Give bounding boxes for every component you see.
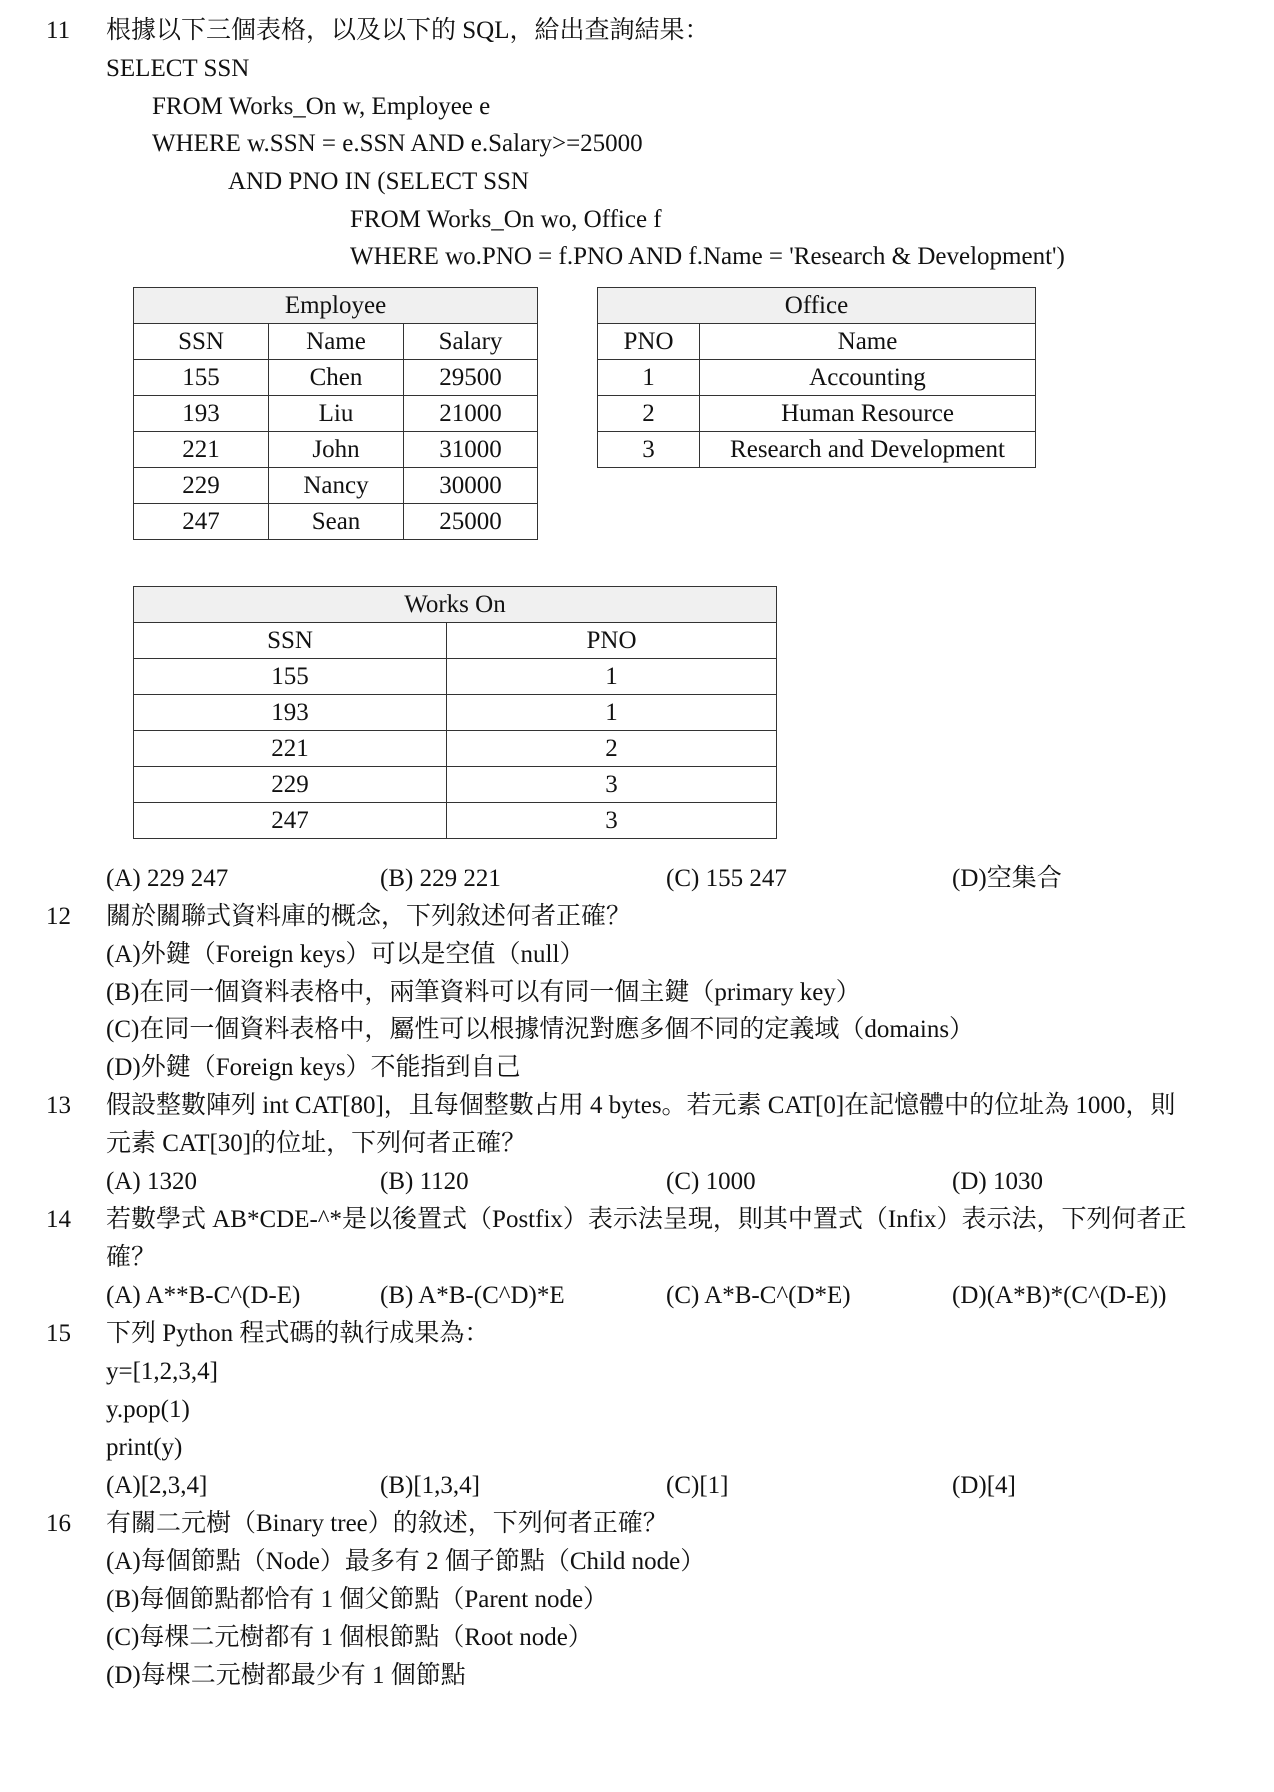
- table-row: [134, 468, 538, 504]
- code-line: print(y): [106, 1434, 183, 1461]
- code-line: y.pop(1): [106, 1396, 190, 1423]
- table-row: [598, 432, 1036, 468]
- option-c: (C)在同一個資料表格中，屬性可以根據情況對應多個不同的定義域（domains）: [106, 1016, 975, 1043]
- question-number: 11: [46, 17, 71, 44]
- table-row: [134, 803, 777, 839]
- option-b: (B)在同一個資料表格中，兩筆資料可以有同一個主鍵（primary key）: [106, 979, 861, 1006]
- option-a: (A) 229 247: [106, 865, 229, 892]
- table-row: [598, 396, 1036, 432]
- question-number: 12: [46, 903, 71, 930]
- table-cell: Sean: [269, 504, 404, 540]
- table-cell: 3: [447, 803, 777, 839]
- option-c: (C) A*B-C^(D*E): [666, 1282, 851, 1309]
- question-prompt: 有關二元樹（Binary tree）的敘述，下列何者正確？: [106, 1510, 668, 1537]
- table-cell: 21000: [404, 396, 538, 432]
- table-cell: 155: [134, 360, 269, 396]
- table-cell: Liu: [269, 396, 404, 432]
- sql-line: FROM Works_On wo, Office f: [350, 206, 662, 233]
- option-b: (B) 229 221: [380, 865, 501, 892]
- table-cell: 31000: [404, 432, 538, 468]
- table-cell: 247: [134, 504, 269, 540]
- option-b: (B)每個節點都恰有 1 個父節點（Parent node）: [106, 1586, 609, 1613]
- table-row: [134, 432, 538, 468]
- question-prompt: 下列 Python 程式碼的執行成果為：: [106, 1320, 490, 1347]
- table-cell: Nancy: [269, 468, 404, 504]
- table-cell: 1: [447, 659, 777, 695]
- option-c: (C) 155 247: [666, 865, 787, 892]
- table-cell: Chen: [269, 360, 404, 396]
- sql-line: FROM Works_On w, Employee e: [152, 93, 491, 120]
- table-cell: 193: [134, 396, 269, 432]
- works-on-table: [133, 586, 777, 839]
- column-header: PNO: [447, 623, 777, 659]
- table-caption: Employee: [134, 288, 538, 324]
- table-row: [134, 695, 777, 731]
- table-cell: 2: [598, 396, 700, 432]
- table-cell: 2: [447, 731, 777, 767]
- option-a: (A) 1320: [106, 1168, 197, 1195]
- office-table: [597, 287, 1036, 468]
- option-d: (D)空集合: [952, 865, 1062, 892]
- question-prompt: 假設整數陣列 int CAT[80]，且每個整數占用 4 bytes。若元素 CAT[0]在記憶體中的位址為 1000，則: [106, 1092, 1176, 1119]
- question-number: 16: [46, 1510, 71, 1537]
- option-c: (C) 1000: [666, 1168, 756, 1195]
- question-number: 13: [46, 1092, 71, 1119]
- table-row: [134, 396, 538, 432]
- sql-line: AND PNO IN (SELECT SSN: [228, 168, 529, 195]
- table-row: [134, 731, 777, 767]
- option-c: (C)每棵二元樹都有 1 個根節點（Root node）: [106, 1624, 593, 1651]
- table-cell: John: [269, 432, 404, 468]
- table-cell: 30000: [404, 468, 538, 504]
- column-header: Salary: [404, 324, 538, 360]
- option-a: (A)每個節點（Node）最多有 2 個子節點（Child node）: [106, 1548, 706, 1575]
- table-cell: 193: [134, 695, 447, 731]
- question-prompt: 確？: [106, 1244, 157, 1271]
- option-d: (D)(A*B)*(C^(D-E)): [952, 1282, 1167, 1309]
- column-header: PNO: [598, 324, 700, 360]
- table-cell: 25000: [404, 504, 538, 540]
- option-b: (B)[1,3,4]: [380, 1472, 480, 1499]
- column-header: Name: [269, 324, 404, 360]
- employee-table: [133, 287, 538, 540]
- table-cell: 229: [134, 767, 447, 803]
- question-prompt: 元素 CAT[30]的位址，下列何者正確？: [106, 1130, 527, 1157]
- question-prompt: 關於關聯式資料庫的概念，下列敘述何者正確？: [106, 903, 632, 930]
- table-caption: Works On: [134, 587, 777, 623]
- table-cell: 155: [134, 659, 447, 695]
- table-cell: 1: [447, 695, 777, 731]
- option-d: (D)每棵二元樹都最少有 1 個節點: [106, 1662, 466, 1689]
- question-prompt: 若數學式 AB*CDE-^*是以後置式（Postfix）表示法呈現，則其中置式（Infix）表示法，下列何者正: [106, 1206, 1187, 1233]
- table-caption: Office: [598, 288, 1036, 324]
- table-cell: 3: [598, 432, 700, 468]
- table-cell: 1: [598, 360, 700, 396]
- option-b: (B) A*B-(C^D)*E: [380, 1282, 565, 1309]
- option-d: (D) 1030: [952, 1168, 1043, 1195]
- table-row: [134, 360, 538, 396]
- sql-line: SELECT SSN: [106, 55, 250, 82]
- table-cell: 247: [134, 803, 447, 839]
- table-cell: 221: [134, 731, 447, 767]
- option-a: (A)外鍵（Foreign keys）可以是空值（null）: [106, 941, 585, 968]
- table-cell: 221: [134, 432, 269, 468]
- sql-line: WHERE wo.PNO = f.PNO AND f.Name = 'Research & Development'): [350, 243, 1065, 270]
- option-d: (D)[4]: [952, 1472, 1016, 1499]
- column-header: Name: [700, 324, 1036, 360]
- column-header: SSN: [134, 623, 447, 659]
- table-row: [134, 504, 538, 540]
- table-cell: 3: [447, 767, 777, 803]
- option-c: (C)[1]: [666, 1472, 729, 1499]
- table-cell: 229: [134, 468, 269, 504]
- table-cell: Accounting: [700, 360, 1036, 396]
- option-b: (B) 1120: [380, 1168, 469, 1195]
- table-row: [598, 360, 1036, 396]
- table-cell: 29500: [404, 360, 538, 396]
- column-header: SSN: [134, 324, 269, 360]
- table-row: [134, 659, 777, 695]
- option-a: (A) A**B-C^(D-E): [106, 1282, 301, 1309]
- question-prompt: 根據以下三個表格，以及以下的 SQL，給出查詢結果：: [106, 17, 710, 44]
- question-number: 15: [46, 1320, 71, 1347]
- table-row: [134, 767, 777, 803]
- question-number: 14: [46, 1206, 71, 1233]
- option-d: (D)外鍵（Foreign keys）不能指到自己: [106, 1054, 521, 1081]
- sql-line: WHERE w.SSN = e.SSN AND e.Salary>=25000: [152, 130, 643, 157]
- table-cell: Research and Development: [700, 432, 1036, 468]
- code-line: y=[1,2,3,4]: [106, 1358, 218, 1385]
- table-cell: Human Resource: [700, 396, 1036, 432]
- option-a: (A)[2,3,4]: [106, 1472, 208, 1499]
